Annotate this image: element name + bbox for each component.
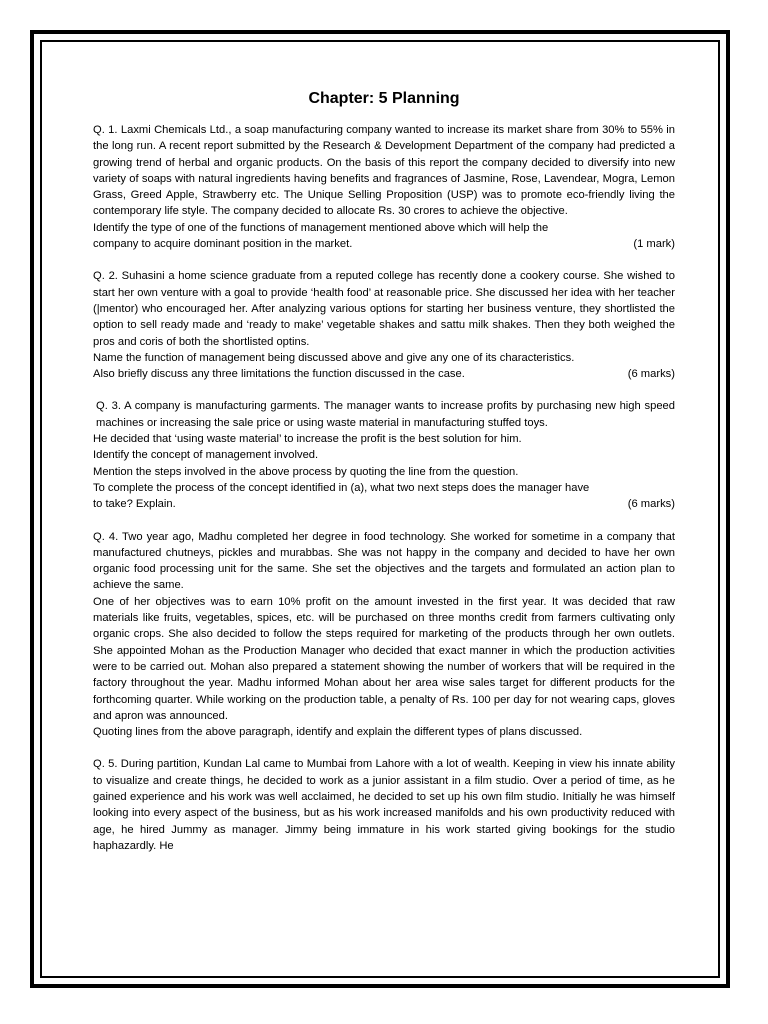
question-text: to take? Explain. — [93, 498, 176, 511]
question-text: To complete the process of the concept identified in (a), what two next steps does the manager have — [93, 481, 590, 494]
page-title: Chapter: 5 Planning — [308, 90, 460, 107]
question-4 — [93, 529, 675, 741]
marks-label: (6 marks) — [627, 498, 675, 511]
question-text: company to acquire dominant position in the market. — [93, 238, 353, 251]
question-final-line — [93, 366, 675, 382]
question-3 — [93, 398, 675, 512]
question-text: Also briefly discuss any three limitations the function discussed in the case. — [93, 368, 465, 381]
question-final-line — [93, 236, 675, 252]
question-text: Q. 2. Suhasini a home science graduate from a reputed college has recently done a cookery course. She wished to start her own venture with a goal to provide ‘health food’ at reasonable price. She discussed her idea with her teacher (|mentor) who encouraged her. After analyzing various options for starting her business venture, they shortlisted the option to sell ready made and ‘ready to make’ vegetable shakes and sattu milk shakes. Then they both weighed the pros and coris of both the shortlisted optins. — [93, 270, 675, 348]
question-2 — [93, 268, 675, 382]
question-final-line — [93, 496, 675, 512]
document-body — [93, 88, 675, 870]
marks-label: (1 mark) — [633, 238, 675, 251]
marks-label: (6 marks) — [627, 368, 675, 381]
question-1 — [93, 122, 675, 252]
question-text: He decided that ‘using waste material’ to increase the profit is the best solution for him. — [93, 433, 522, 446]
question-text: Q. 1. Laxmi Chemicals Ltd., a soap manufacturing company wanted to increase its market share from 30% to 55% in the long run. A recent report submitted by the Research & Development Department of the company had predicted a growing trend of herbal and organic products. On the basis of this report the company decided to diversify into new variety of soaps with natural ingredients having benefits and fragrances of Jasmine, Rose, Lavendear, Mogra, Lemon Grass, Greed Apple, Strawberry etc. The Unique Selling Proposition (USP) was to promote eco-friendly living the contemporary life style. The company decided to allocate Rs. 30 crores to achieve the objective. — [93, 124, 675, 218]
question-text: Name the function of management being discussed above and give any one of its characteristics. — [93, 351, 575, 364]
question-text: Mention the steps involved in the above process by quoting the line from the question. — [93, 465, 519, 478]
question-text: Q. 3. A company is manufacturing garments. The manager wants to increase profits by purchasing new high speed machines or increasing the sale price or using waste material in manufacturing stuffed toys. — [96, 400, 675, 429]
question-text: Quoting lines from the above paragraph, identify and explain the different types of plans discussed. — [93, 726, 583, 739]
question-text: Identify the concept of management involved. — [93, 449, 319, 462]
question-text: One of her objectives was to earn 10% profit on the amount invested in the first year. It was decided that raw materials like fruits, vegetables, spices, etc. will be purchased on three months credit from farmers cultivating only organic crops. She also decided to follow the steps required for marketing of the products through her own outlets. She appointed Mohan as the Production Manager who decided that exact manner in which the production activities were to be carried out. Mohan also prepared a statement showing the number of workers that will be required in the factory throughout the year. Madhu informed Mohan about her area wise sales target for different products for the forthcoming quarter. While working on the production table, a penalty of Rs. 100 per day for not wearing caps, gloves and apron was announced. — [93, 595, 675, 722]
question-5 — [93, 756, 675, 854]
question-text: Identify the type of one of the functions of management mentioned above which will help the — [93, 221, 549, 234]
question-text: Q. 4. Two year ago, Madhu completed her degree in food technology. She worked for sometime in a company that manufactured chutneys, pickles and murabbas. She was not happy in the company and decided to have her own organic food processing unit for the same. She set the objectives and the targets and formulated an action plan to achieve the same. — [93, 530, 675, 592]
question-text: Q. 5. During partition, Kundan Lal came to Mumbai from Lahore with a lot of wealth. Keeping in view his innate ability to visualize and create things, he decided to work as a junior assistant in a film studio. Over a period of time, as he gained experience and his work was well acclaimed, he decided to set up his own film studio. Initially he was himself looking into every aspect of the business, but as his work increased manifolds and his own productivity reduced with age, he hired Jummy as manager. Jimmy being immature in his work started giving bookings for the studio haphazardly. He — [93, 758, 675, 852]
